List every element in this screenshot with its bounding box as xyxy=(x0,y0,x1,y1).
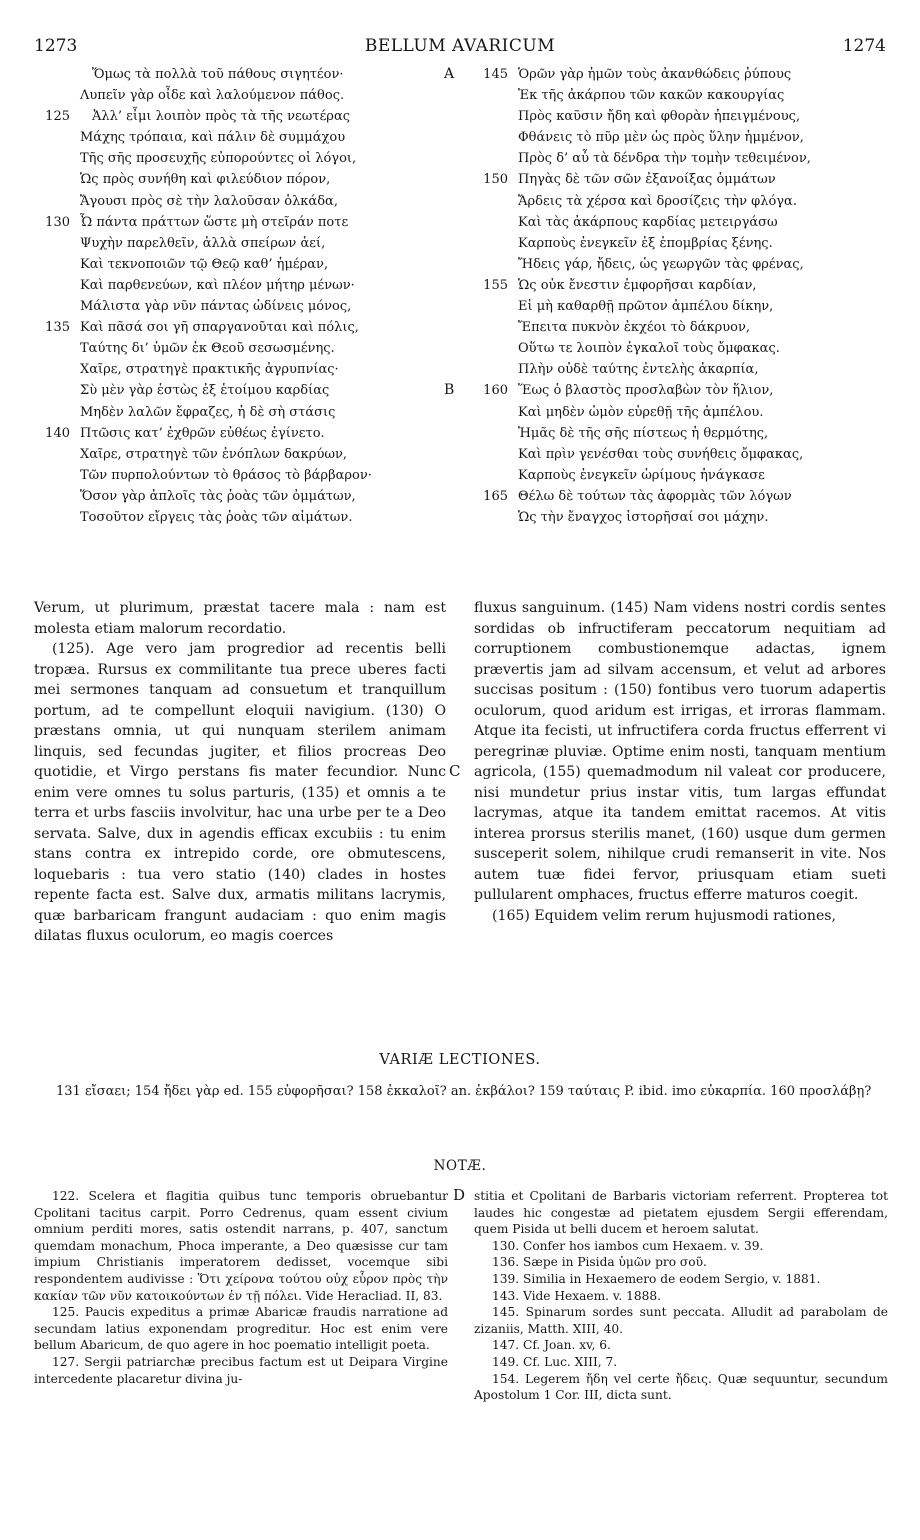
greek-verse-left-column xyxy=(34,64,434,528)
verse-line xyxy=(472,233,872,254)
verse-text: Ἄρδεις τὰ χέρσα καὶ δροσίζεις τὴν φλόγα. xyxy=(518,193,797,209)
note-entry: 127. Sergii patriarchæ precibus factum est ut Deipara Virgine intercedente placaretur divina ju- xyxy=(34,1354,448,1386)
verse-line xyxy=(34,64,434,85)
verse-line xyxy=(34,127,434,148)
verse-text: Καὶ τὰς ἀκάρπους καρδίας μετειργάσω xyxy=(518,214,778,230)
verse-line xyxy=(444,380,872,401)
verse-text: Καὶ τεκνοποιῶν τῷ Θεῷ καθ’ ἡμέραν, xyxy=(80,256,329,272)
verse-text: Καρποὺς ἐνεγκεῖν ὡρίμους ἠνάγκασε xyxy=(518,467,765,483)
verse-line xyxy=(34,296,434,317)
line-number: 155 xyxy=(483,277,508,293)
verse-line xyxy=(472,423,872,444)
verse-text: Ὡς οὐκ ἔνεστιν ἐμφορῆσαι καρδίαν, xyxy=(518,277,757,293)
verse-text: Σὺ μὲν γὰρ ἑστὼς ἐξ ἑτοίμου καρδίας xyxy=(80,383,330,399)
page-number-right: 1274 xyxy=(842,36,886,56)
verse-line xyxy=(472,191,872,212)
verse-text: Ἄγουσι πρὸς σὲ τὴν λαλοῦσαν ὁλκάδα, xyxy=(80,193,338,209)
note-entry: 130. Confer hos iambos cum Hexaem. v. 39. xyxy=(492,1238,764,1253)
verse-text: Καὶ πρὶν γενέσθαι τοὺς συνήθεις ὄμφακας, xyxy=(518,446,804,462)
verse-text: Καὶ παρθενεύων, καὶ πλέον μήτηρ μένων· xyxy=(80,277,355,293)
note-entry: 139. Similia in Hexaemero de eodem Sergio, v. 1881. xyxy=(492,1271,821,1286)
verse-text: Θέλω δὲ τούτων τὰς ἀφορμὰς τῶν λόγων xyxy=(518,488,792,504)
verse-text: Μάχης τρόπαια, καὶ πάλιν δὲ συμμάχου xyxy=(80,130,346,146)
verse-line xyxy=(472,338,872,359)
verse-text: Ὅμως τὰ πολλὰ τοῦ πάθους σιγητέον· xyxy=(92,67,344,82)
line-number: 150 xyxy=(483,172,508,188)
verse-text: Εἰ μὴ καθαρθῇ πρῶτον ἀμπέλου δίκην, xyxy=(518,299,774,315)
verse-text: Ὅσον γὰρ ἁπλοῖς τὰς ῥοὰς τῶν ὀμμάτων, xyxy=(80,488,356,504)
verse-line xyxy=(472,359,872,380)
verse-line xyxy=(472,127,872,148)
verse-line xyxy=(34,148,434,169)
note-entry: stitia et Cpolitani de Barbaris victoriam referrent. Propterea tot laudes hic congestæ ad pietatem ejusdem Sergii efferendam, quem Pisida ut belli ducem et heroem salutat. xyxy=(474,1189,888,1237)
line-number: 145 xyxy=(483,67,508,82)
verse-text: Ἕως ὁ βλαστὸς προσλαβὼν τὸν ἥλιον, xyxy=(518,383,774,399)
verse-line xyxy=(34,191,434,212)
verse-line xyxy=(472,507,872,528)
verse-text: Καὶ μηδὲν ὠμὸν εὑρεθῇ τῆς ἀμπέλου. xyxy=(518,404,764,420)
running-title: BELLUM AVARICUM xyxy=(364,36,556,56)
note-entry: 149. Cf. Luc. XIII, 7. xyxy=(492,1354,618,1369)
verse-line xyxy=(472,402,872,423)
verse-line xyxy=(34,233,434,254)
verse-text: Ὁρῶν γὰρ ἡμῶν τοὺς ἀκανθώδεις ῥύπους xyxy=(518,67,792,82)
margin-letter-c: C xyxy=(449,762,461,780)
verse-line xyxy=(34,254,434,275)
verse-line xyxy=(34,402,434,423)
note-entry: 147. Cf. Joan. xv, 6. xyxy=(492,1338,611,1353)
verse-line xyxy=(34,465,434,486)
verse-text: Μηδὲν λαλῶν ἔφραζες, ἡ δὲ σὴ στάσις xyxy=(80,404,336,420)
verse-line xyxy=(472,296,872,317)
latin-paragraph: (125). Age vero jam progredior ad recentis belli tropæa. Rursus ex commilitante tua prece uberes facti mei sermones tanquam ad consuetum et tranquillum portum, ad te compellunt eloquii navigium. (130) O præstans omnia, ut qui nunquam sterilem animam linquis, sed fecundas jugiter, et filios procreas Deo quotidie, et Virgo perstans fis mater fecundior. Nunc enim vere omnes tu solus parturis, (135) et omnis a te terra et urbs fasciis involvitur, hac una urbe per te a Deo servata. Salve, dux in agendis efficax excubiis : tu enim stans contra ex intrepido corde, ore obmutescens, loquebaris : tua vero statio (140) clades in hostes repente facta est. Salve dux, armatis militans lacrymis, quæ barbaricam frangunt audaciam : quo enim magis dilatas fluxus oculorum, eo magis coerces xyxy=(34,641,446,944)
notes-left-column xyxy=(34,1188,448,1387)
verse-text: Ψυχὴν παρελθεῖν, ἀλλὰ σπείρων ἀεί, xyxy=(80,235,326,251)
verse-text: Ὦ πάντα πράττων ὥστε μὴ στεῖράν ποτε xyxy=(80,214,349,230)
verse-line xyxy=(472,275,872,296)
verse-text: Ἐκ τῆς ἀκάρπου τῶν κακῶν κακουργίας xyxy=(518,88,785,104)
verse-line xyxy=(472,465,872,486)
verse-text: Καὶ πᾶσά σοι γῆ σπαργανοῦται καὶ πόλις, xyxy=(80,320,359,336)
verse-text: Καρποὺς ἐνεγκεῖν ἐξ ἐπομβρίας ξένης. xyxy=(518,235,773,251)
verse-line xyxy=(34,275,434,296)
verse-line xyxy=(34,444,434,465)
verse-line xyxy=(472,317,872,338)
verse-text: Ἀλλ’ εἶμι λοιπὸν πρὸς τὰ τῆς νεωτέρας xyxy=(92,109,351,125)
verse-line xyxy=(472,212,872,233)
verse-text: Ὡς πρὸς συνήθη καὶ φιλεύδιον πόρον, xyxy=(80,172,331,188)
latin-paragraph: fluxus sanguinum. (145) Nam videns nostri cordis sentes sordidas ob infructiferam peccatorum nequitiam ad corruptionem combustionemque adactas, ignem prævertis jam ad silvam accensum, et velut ad arbores succisas positum : (150) fontibus vero tuorum adapertis oculorum, quod aridum est irrigas, et irroras flammam. Atque ita fecisti, ut infructifera corda fructus efferrent vi peregrinæ pluviæ. Optime enim nosti, tanquam mentium agricola, (155) quemadmodum nil valeat cor producere, nisi mundetur prius instar vitis, tum largas effundat lacrymas, atque ita tandem emittat racemos. At vitis interea prorsus sterilis manet, (160) usque dum germen susceperit solem, nihilque crudi remanserit in vite. Nos autem tuæ fidei fervor, priusquam etiam sueti pullularent omphaces, fructus efferre maturos coegit. xyxy=(474,600,886,903)
verse-line xyxy=(34,169,434,190)
verse-line xyxy=(444,64,872,85)
latin-paragraph: (165) Equidem velim rerum hujusmodi rationes, xyxy=(492,907,836,924)
verse-line xyxy=(34,85,434,106)
verse-text: Ταύτης δι’ ὑμῶν ἐκ Θεοῦ σεσωσμένης. xyxy=(80,341,335,357)
verse-line xyxy=(34,380,434,401)
verse-line xyxy=(34,359,434,380)
line-number: 140 xyxy=(45,425,70,441)
verse-text: Μάλιστα γὰρ νῦν πάντας ὠδίνεις μόνος, xyxy=(80,299,352,315)
verse-text: Φθάνεις τὸ πῦρ μὲν ὡς πρὸς ὕλην ἡμμένον, xyxy=(518,130,804,146)
note-entry: 122. Scelera et flagitia quibus tunc temporis obruebantur Cpolitani tacitus carpit. Porro Cedrenus, quam essent civium omnium perditi mores, satis ostendit narrans, p. 407, sanctum quemdam monachum, Phoca imperante, a Deo quæsisse cur tam impium Christianis imperatorem dedisset, vocemque sibi respondentem audivisse : Ὅτι χείρονα τούτου οὐχ εὗρον πρὸς τὴν κακίαν τῶν νῦν κατοικούντων ἐν τῇ πόλει. Vide Heracliad. II, 83. xyxy=(34,1189,448,1303)
verse-line xyxy=(472,169,872,190)
note-entry: 136. Sæpe in Pisida ὑμῶν pro σοῦ. xyxy=(492,1255,707,1270)
page-header xyxy=(34,36,886,60)
verse-line xyxy=(34,423,434,444)
notes-right-column xyxy=(474,1188,888,1404)
verse-line xyxy=(34,338,434,359)
verse-text: Ἡμᾶς δὲ τῆς σῆς πίστεως ἡ θερμότης, xyxy=(518,425,769,441)
latin-translation-right-column xyxy=(474,598,886,926)
latin-paragraph: Verum, ut plurimum, præstat tacere mala : nam est molesta etiam malorum recordatio. xyxy=(34,600,446,637)
verse-line xyxy=(472,148,872,169)
notae-heading: NOTÆ. xyxy=(433,1158,487,1174)
verse-line xyxy=(34,106,434,127)
page-number-left: 1273 xyxy=(34,36,78,56)
verse-line xyxy=(34,317,434,338)
verse-line xyxy=(472,254,872,275)
verse-text: Ὡς τὴν ἔναγχος ἱστορῆσαί σοι μάχην. xyxy=(518,509,769,525)
verse-text: Χαῖρε, στρατηγὲ τῶν ἐνόπλων δακρύων, xyxy=(80,446,347,462)
verse-text: Χαῖρε, στρατηγὲ πρακτικῆς ἀγρυπνίας· xyxy=(80,362,339,378)
note-entry: 145. Spinarum sordes sunt peccata. Alludit ad parabolam de zizaniis, Matth. XIII, 40. xyxy=(474,1305,888,1336)
verse-text: Πλὴν οὐδὲ ταύτης ἐντελὴς ἀκαρπία, xyxy=(518,362,759,378)
note-entry: 143. Vide Hexaem. v. 1888. xyxy=(492,1288,661,1303)
verse-text: Ἔπειτα πυκνὸν ἐκχέοι τὸ δάκρυον, xyxy=(518,320,750,336)
verse-text: Τῆς σῆς προσευχῆς εὐπορούντες οἱ λόγοι, xyxy=(80,151,357,167)
margin-letter-d: D xyxy=(453,1186,466,1204)
note-entry: 125. Paucis expeditus a primæ Abaricæ fraudis narratione ad secundam latius exponendam progreditur. Hoc est enim vere bellum Abaricum, de quo agere in hoc poematio intelligit poeta. xyxy=(34,1305,448,1353)
line-number: 135 xyxy=(45,320,70,336)
verse-text: Πηγὰς δὲ τῶν σῶν ἐξανοίξας ὀμμάτων xyxy=(518,172,776,188)
margin-letter: B xyxy=(444,382,455,399)
line-number: 125 xyxy=(45,109,70,125)
line-number: 165 xyxy=(483,488,508,504)
verse-line xyxy=(34,486,434,507)
greek-verse-right-column xyxy=(444,64,872,528)
variae-lectiones-text: 131 εἴσαει; 154 ἤδει γὰρ ed. 155 εὐφορῆσαι? 158 ἐκκαλοῖ? an. ἐκβάλοι? 159 ταύταις P. ibid. imo εὐκαρπία. 160 προσλάβῃ? xyxy=(56,1084,872,1099)
verse-text: Οὕτω τε λοιπὸν ἐγκαλοῖ τοὺς ὄμφακας. xyxy=(518,341,780,357)
verse-text: Τοσοῦτον εἴργεις τὰς ῥοὰς τῶν αἱμάτων. xyxy=(80,509,353,525)
verse-line xyxy=(34,507,434,528)
margin-letter: A xyxy=(444,66,455,82)
verse-line xyxy=(472,106,872,127)
line-number: 130 xyxy=(45,214,70,230)
latin-translation-left-column xyxy=(34,598,446,947)
verse-line xyxy=(472,85,872,106)
verse-text: Ἤδεις γάρ, ἤδεις, ὡς γεωργῶν τὰς φρένας, xyxy=(518,256,804,272)
verse-line xyxy=(34,212,434,233)
variae-lectiones-heading: VARIÆ LECTIONES. xyxy=(379,1052,541,1068)
verse-line xyxy=(472,444,872,465)
verse-text: Τῶν πυρπολούντων τὸ θράσος τὸ βάρβαρον· xyxy=(80,467,372,483)
line-number: 160 xyxy=(483,383,508,399)
verse-line xyxy=(472,486,872,507)
verse-text: Πρὸς δ’ αὖ τὰ δένδρα τὴν τομὴν τεθειμένον, xyxy=(518,151,811,167)
verse-text: Λυπεῖν γὰρ οἶδε καὶ λαλούμενον πάθος. xyxy=(80,88,345,104)
verse-text: Πρὸς καῦσιν ἤδη καὶ φθορὰν ἠπειγμένους, xyxy=(518,109,801,125)
note-entry: 154. Legerem ἤδη vel certe ἤδεις. Quæ sequuntur, secundum Apostolum 1 Cor. III, dicta sunt. xyxy=(474,1371,888,1403)
verse-text: Πτῶσις κατ’ ἐχθρῶν εὐθέως ἐγίνετο. xyxy=(80,425,325,441)
